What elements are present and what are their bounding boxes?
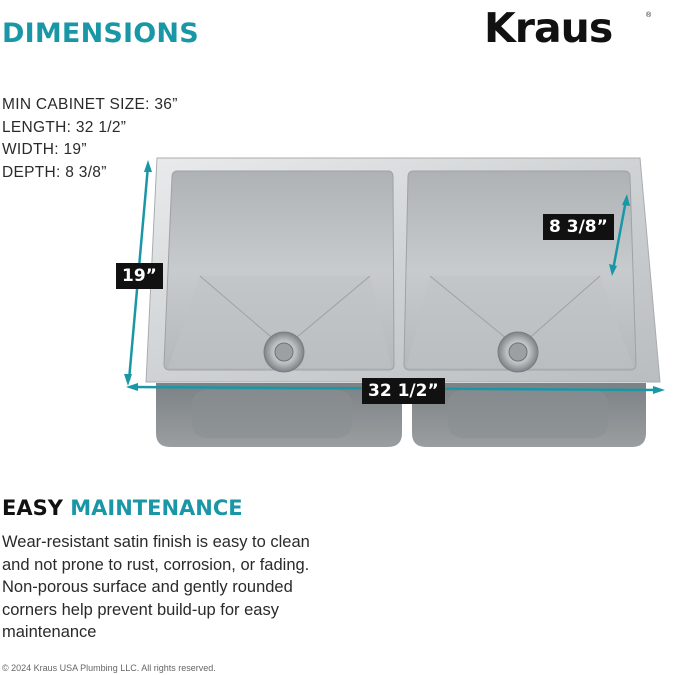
spec-length: LENGTH: 32 1/2” [2, 118, 127, 136]
maintenance-heading [2, 496, 243, 520]
spec-width: WIDTH: 19” [2, 141, 87, 158]
maintenance-description: Wear-resistant satin finish is easy to clean and not prone to rust, corrosion, or fading. Non-porous surface and gently rounded corners help prevent build-up for easy maintenance [2, 533, 310, 641]
spec-cabinet-size: MIN CABINET SIZE: 36” [2, 96, 178, 113]
length-label: 32 1/2” [362, 378, 445, 404]
brand-logo: Kraus [484, 4, 613, 52]
spec-depth: DEPTH: 8 3/8” [2, 163, 107, 181]
page-title: DIMENSIONS [2, 18, 199, 49]
maintenance-heading-part1: EASY [2, 496, 63, 520]
depth-label: 8 3/8” [543, 214, 614, 240]
width-label: 19” [116, 263, 163, 289]
maintenance-heading-part2: MAINTENANCE [70, 496, 243, 520]
registered-mark: ® [646, 12, 652, 19]
copyright-notice: © 2024 Kraus USA Plumbing LLC. All rights reserved. [2, 663, 216, 673]
